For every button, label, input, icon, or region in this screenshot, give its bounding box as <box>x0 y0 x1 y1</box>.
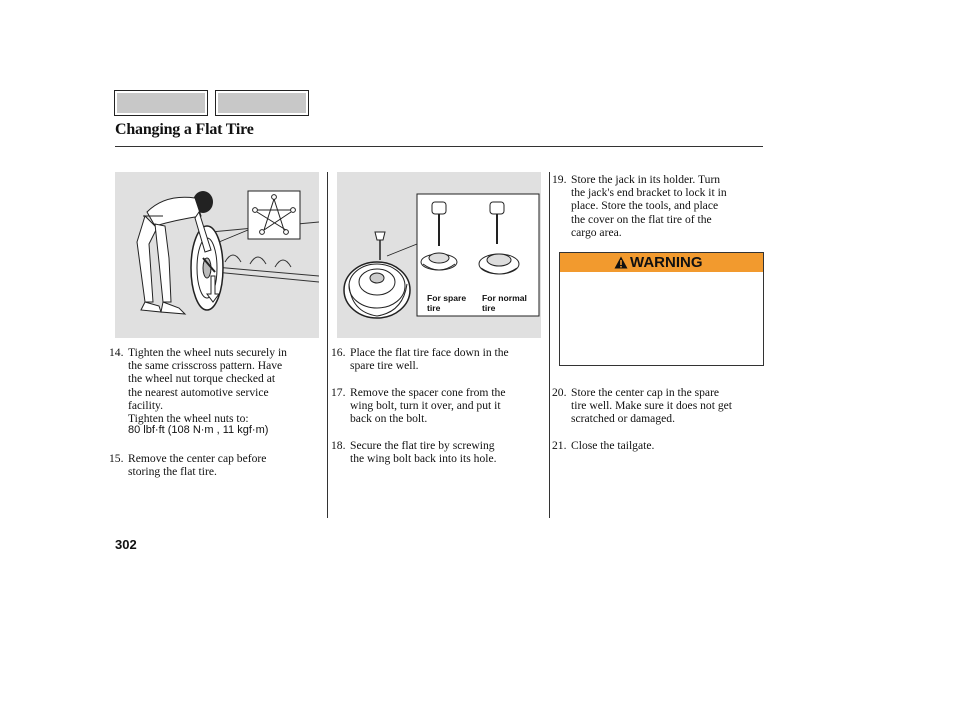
warning-label: WARNING <box>630 254 703 271</box>
step-text: Place the flat tire face down in the spare tire well. <box>350 346 509 373</box>
step-text: Secure the flat tire by screwing the wing bolt back into its hole. <box>350 439 497 466</box>
step-20 <box>552 386 767 428</box>
figure-flat-tire-storage <box>337 172 541 338</box>
step-text: Remove the center cap before storing the flat tire. <box>128 452 267 479</box>
step-17 <box>331 386 546 428</box>
step-text: Close the tailgate. <box>571 439 655 452</box>
step-16 <box>331 346 546 376</box>
tighten-nuts-illustration <box>115 172 319 338</box>
step-number: 21. <box>552 439 567 452</box>
nav-tab-2[interactable] <box>215 90 309 116</box>
warning-header <box>560 253 763 272</box>
step-number: 15. <box>109 452 124 465</box>
nav-tab-1[interactable] <box>114 90 208 116</box>
step-number: 14. <box>109 346 124 359</box>
step-15 <box>109 452 324 482</box>
torque-spec: 80 lbf·ft (108 N·m , 11 kgf·m) <box>128 424 269 436</box>
step-text: Tighten the wheel nuts securely in the same crisscross pattern. Have the wheel nut torque checked at the nearest automotive service facility. Tighten the wheel nuts to: <box>128 346 287 426</box>
step-18 <box>331 439 546 469</box>
caption-normal-tire: For normal tire <box>482 293 527 313</box>
step-text: Remove the spacer cone from the wing bolt, turn it over, and put it back on the bolt. <box>350 386 506 426</box>
step-number: 19. <box>552 173 567 186</box>
page-title: Changing a Flat Tire <box>115 121 254 138</box>
flat-tire-storage-illustration <box>337 172 541 338</box>
column-divider-1 <box>327 172 328 518</box>
warning-box <box>559 252 764 366</box>
step-number: 18. <box>331 439 346 452</box>
figure-tighten-nuts <box>115 172 319 338</box>
step-number: 20. <box>552 386 567 399</box>
step-21 <box>552 439 767 455</box>
caption-spare-tire: For spare tire <box>427 293 467 313</box>
page-number: 302 <box>115 537 137 552</box>
step-19 <box>552 173 767 243</box>
title-divider <box>115 146 763 147</box>
warning-triangle-icon <box>614 256 628 269</box>
step-number: 17. <box>331 386 346 399</box>
step-text: Store the center cap in the spare tire well. Make sure it does not get scratched or damaged. <box>571 386 732 426</box>
step-text: Store the jack in its holder. Turn the jack's end bracket to lock it in place. Store the tools, and place the cover on the flat tire of the cargo area. <box>571 173 727 239</box>
step-14 <box>109 346 324 436</box>
step-number: 16. <box>331 346 346 359</box>
column-divider-2 <box>549 172 550 518</box>
